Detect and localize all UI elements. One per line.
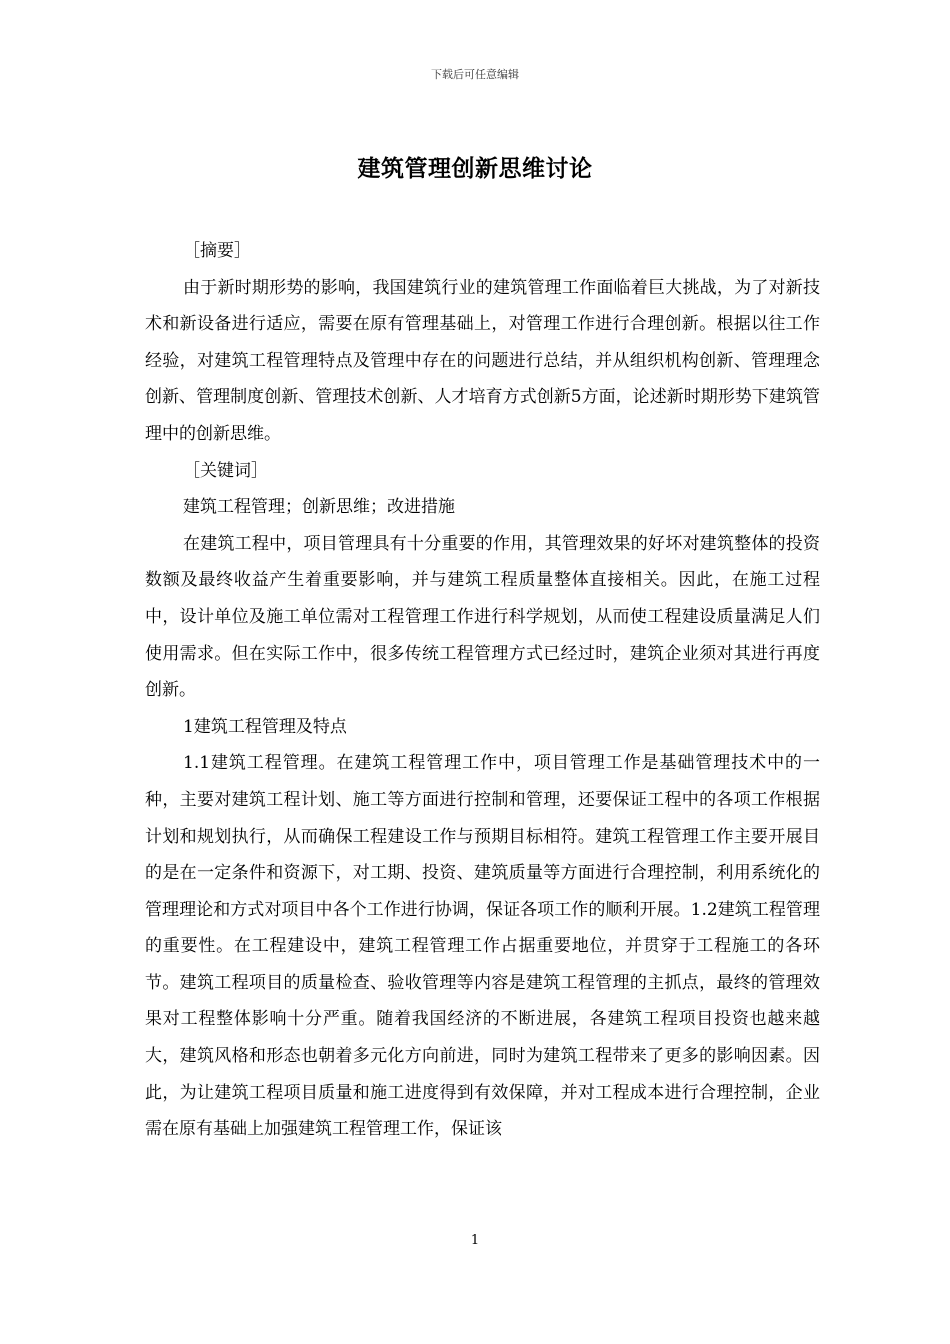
document-body bbox=[145, 233, 820, 1148]
header-note: 下载后可任意编辑 bbox=[431, 68, 519, 81]
section-heading: 1建筑工程管理及特点 bbox=[183, 716, 347, 737]
document-title: 建筑管理创新思维讨论 bbox=[357, 155, 593, 182]
keywords-label: ［关键词］ bbox=[183, 460, 268, 481]
intro-paragraph: 在建筑工程中，项目管理具有十分重要的作用，其管理效果的好坏对建筑整体的投资数额及最终收益产生着重要影响，并与建筑工程质量整体直接相关。因此，在施工过程中，设计单位及施工单位需对工程管理工作进行科学规划，从而使工程建设质量满足人们使用需求。但在实际工作中，很多传统工程管理方式已经过时，建筑企业须对其进行再度创新。 bbox=[145, 533, 820, 701]
section-paragraph: 1.1建筑工程管理。在建筑工程管理工作中，项目管理工作是基础管理技术中的一种，主要对建筑工程计划、施工等方面进行控制和管理，还要保证工程中的各项工作根据计划和规划执行，从而确保工程建设工作与预期目标相符。建筑工程管理工作主要开展目的是在一定条件和资源下，对工期、投资、建筑质量等方面进行合理控制，利用系统化的管理理论和方式对项目中各个工作进行协调，保证各项工作的顺利开展。1.2建筑工程管理的重要性。在工程建设中，建筑工程管理工作占据重要地位，并贯穿于工程施工的各环节。建筑工程项目的质量检查、验收管理等内容是建筑工程管理的主抓点，最终的管理效果对工程整体影响十分严重。随着我国经济的不断进展，各建筑工程项目投资也越来越大，建筑风格和形态也朝着多元化方向前进，同时为建筑工程带来了更多的影响因素。因此，为让建筑工程项目质量和施工进度得到有效保障，并对工程成本进行合理控制，企业需在原有基础上加强建筑工程管理工作，保证该 bbox=[145, 753, 820, 1140]
abstract-paragraph: 由于新时期形势的影响，我国建筑行业的建筑管理工作面临着巨大挑战，为了对新技术和新设备进行适应，需要在原有管理基础上，对管理工作进行合理创新。根据以往工作经验，对建筑工程管理特点及管理中存在的问题进行总结，并从组织机构创新、管理理念创新、管理制度创新、管理技术创新、人才培育方式创新5方面，论述新时期形势下建筑管理中的创新思维。 bbox=[145, 277, 820, 444]
abstract-label: ［摘要］ bbox=[183, 241, 251, 261]
keywords-paragraph: 建筑工程管理；创新思维；改进措施 bbox=[183, 497, 455, 518]
page-number: 1 bbox=[470, 1233, 480, 1248]
